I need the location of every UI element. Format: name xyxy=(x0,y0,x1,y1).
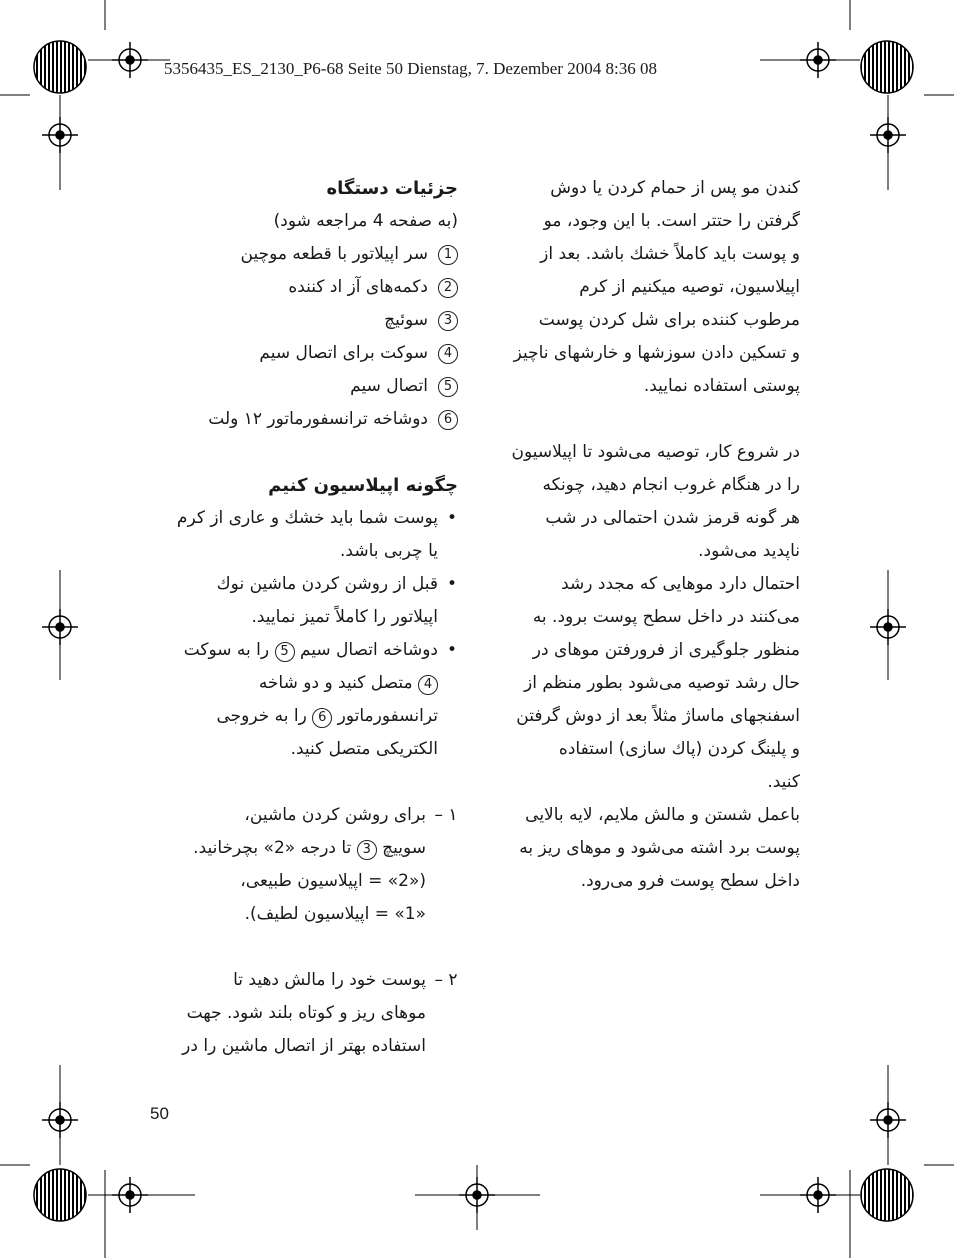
step-line: «1» = اپیلاسیون لطیف). xyxy=(244,904,426,924)
crosshair-mark xyxy=(42,609,78,645)
bullet-line: اپیلاتور را کاملاً تمیز نمایید. xyxy=(251,607,438,627)
body-line: داخل سطح پوست فرو می‌رود. xyxy=(580,871,800,891)
step-line: تا درجه «2» بچرخانید. xyxy=(193,838,352,858)
number-circle: 6 xyxy=(312,708,332,728)
spacer xyxy=(150,436,458,469)
number-circle: 5 xyxy=(438,377,458,397)
body-line: پوستی استفاده نمایید. xyxy=(643,376,800,396)
number-circle: 4 xyxy=(418,675,438,695)
part-item xyxy=(150,370,458,403)
bullet-text: را به خروجی xyxy=(216,706,307,726)
body-line: گرفتن را حتتر است. با این وجود، مو xyxy=(543,211,800,231)
body-line: و پلینگ کردن (پاك سازی) استفاده xyxy=(558,739,800,759)
bullet-dot: • xyxy=(446,574,458,594)
left-column xyxy=(150,172,458,1063)
body-line: هر گونه قرمز شدن احتمالی در شب xyxy=(545,508,800,528)
crosshair-mark xyxy=(870,117,906,153)
body-line: و تسکین دادن سوزشها و خارشهای ناچیز xyxy=(513,343,800,363)
body-line: منظور جلوگیری از فرورفتن موهای در xyxy=(532,640,800,660)
body-line: احتمال دارد موهایی که مجدد رشد xyxy=(561,574,800,594)
bullet-line: یا چربی باشد. xyxy=(340,541,438,561)
step-line: برای روشن کردن ماشین، xyxy=(244,805,426,825)
bullet-dot: • xyxy=(446,508,458,528)
right-column xyxy=(482,172,800,898)
page-number: 50 xyxy=(150,1104,169,1123)
bullet-text: ترانسفورماتور xyxy=(337,706,438,726)
number-circle: 6 xyxy=(438,410,458,430)
crosshair-mark xyxy=(112,1177,148,1213)
bullet-text: الکتریکی متصل کنید. xyxy=(290,739,438,759)
bullet-text: دوشاخه اتصال سیم xyxy=(299,640,438,660)
spacer xyxy=(150,766,458,799)
number-circle: 2 xyxy=(438,278,458,298)
part-label: دوشاخه ترانسفورماتور ۱۲ ولت xyxy=(208,409,428,429)
number-circle: 5 xyxy=(275,642,295,662)
body-line: کنید. xyxy=(767,772,800,792)
crosshair-mark xyxy=(42,1102,78,1138)
bullet-dot: • xyxy=(446,640,458,660)
body-line: ناپدید می‌شود. xyxy=(698,541,800,561)
step-number: ۱ – xyxy=(434,805,458,825)
bullet-line: قبل از روشن کردن ماشین نوك xyxy=(216,574,438,594)
print-header: 5356435_ES_2130_P6-68 Seite 50 Dienstag, 7. Dezember 2004 8:36 08 xyxy=(164,59,657,78)
part-item xyxy=(150,271,458,304)
starburst-top-right xyxy=(861,41,913,93)
number-circle: 4 xyxy=(438,344,458,364)
crosshair-mark xyxy=(870,1102,906,1138)
bullet-item xyxy=(150,634,458,766)
spacer xyxy=(482,403,800,436)
step-line: استفاده بهتر از اتصال ماشین را در xyxy=(182,1036,426,1056)
body-line: در شروع کار، توصیه می‌شود تا اپیلاسیون xyxy=(511,442,800,462)
body-line: می‌کنند در داخل سطح پوست برود. به xyxy=(532,607,800,627)
crosshair-mark xyxy=(459,1177,495,1213)
body-line: اپیلاسیون، توصیه میکنیم از کرم xyxy=(579,277,800,297)
crosshair-mark xyxy=(42,117,78,153)
starburst-bottom-right xyxy=(861,1169,913,1221)
number-circle: 1 xyxy=(438,245,458,265)
body-line: پوست برد اشته می‌شود و موهای ریز به xyxy=(519,838,800,858)
starburst-top-left xyxy=(34,41,86,93)
part-label: سوئیچ xyxy=(384,310,428,330)
body-line: مرطوب کننده برای شل کردن پوست xyxy=(538,310,800,330)
step-line: سوییچ xyxy=(382,838,426,858)
part-label: اتصال سیم xyxy=(350,376,428,396)
body-line: کندن مو پس از حمام کردن یا دوش xyxy=(550,178,800,198)
bullet-item xyxy=(150,502,458,568)
body-line: حال رشد توصیه می‌شود بطور منظم از xyxy=(523,673,800,693)
body-line: را در هنگام غروب انجام دهید، چونکه xyxy=(542,475,800,495)
step-item xyxy=(150,799,458,931)
crosshair-mark xyxy=(112,42,148,78)
body-line: و پوست باید کاملاً خشك باشد. بعد از xyxy=(540,244,800,264)
step-item xyxy=(150,964,458,1063)
number-circle: 3 xyxy=(438,311,458,331)
part-item xyxy=(150,238,458,271)
bullet-line: پوست شما باید خشك و عاری از کرم xyxy=(176,508,438,528)
crosshair-mark xyxy=(800,42,836,78)
bullet-text: را به سوکت xyxy=(183,640,270,660)
part-label: سوکت برای اتصال سیم xyxy=(259,343,428,363)
part-label: دکمه‌های آز اد کننده xyxy=(288,277,428,297)
howto-heading: چگونه اپیلاسیون کنیم xyxy=(268,475,458,496)
crosshair-mark xyxy=(870,609,906,645)
body-line: اسفنجهای ماساژ مثلاً بعد از دوش گرفتن xyxy=(516,706,800,726)
spacer xyxy=(150,931,458,964)
part-item xyxy=(150,403,458,436)
number-circle: 3 xyxy=(357,840,377,860)
part-item xyxy=(150,337,458,370)
starburst-bottom-left xyxy=(34,1169,86,1221)
step-line: («2» = اپیلاسیون طبیعی، xyxy=(240,871,426,891)
parts-heading: جزئیات دستگاه xyxy=(326,178,458,199)
crosshair-mark xyxy=(800,1177,836,1213)
bullet-item xyxy=(150,568,458,634)
step-number: ۲ – xyxy=(434,970,458,990)
part-label: سر اپیلاتور با قطعه موچین xyxy=(240,244,428,264)
bullet-text: متصل کنید و دو شاخه xyxy=(258,673,413,693)
step-line: موهای ریز و کوتاه بلند شود. جهت xyxy=(186,1003,426,1023)
part-item xyxy=(150,304,458,337)
step-line: پوست خود را مالش دهید تا xyxy=(233,970,426,990)
body-line: باعمل شستن و مالش ملایم، لایه بالایی xyxy=(525,805,800,825)
parts-subheading: (به صفحه 4 مراجعه شود) xyxy=(273,211,458,231)
